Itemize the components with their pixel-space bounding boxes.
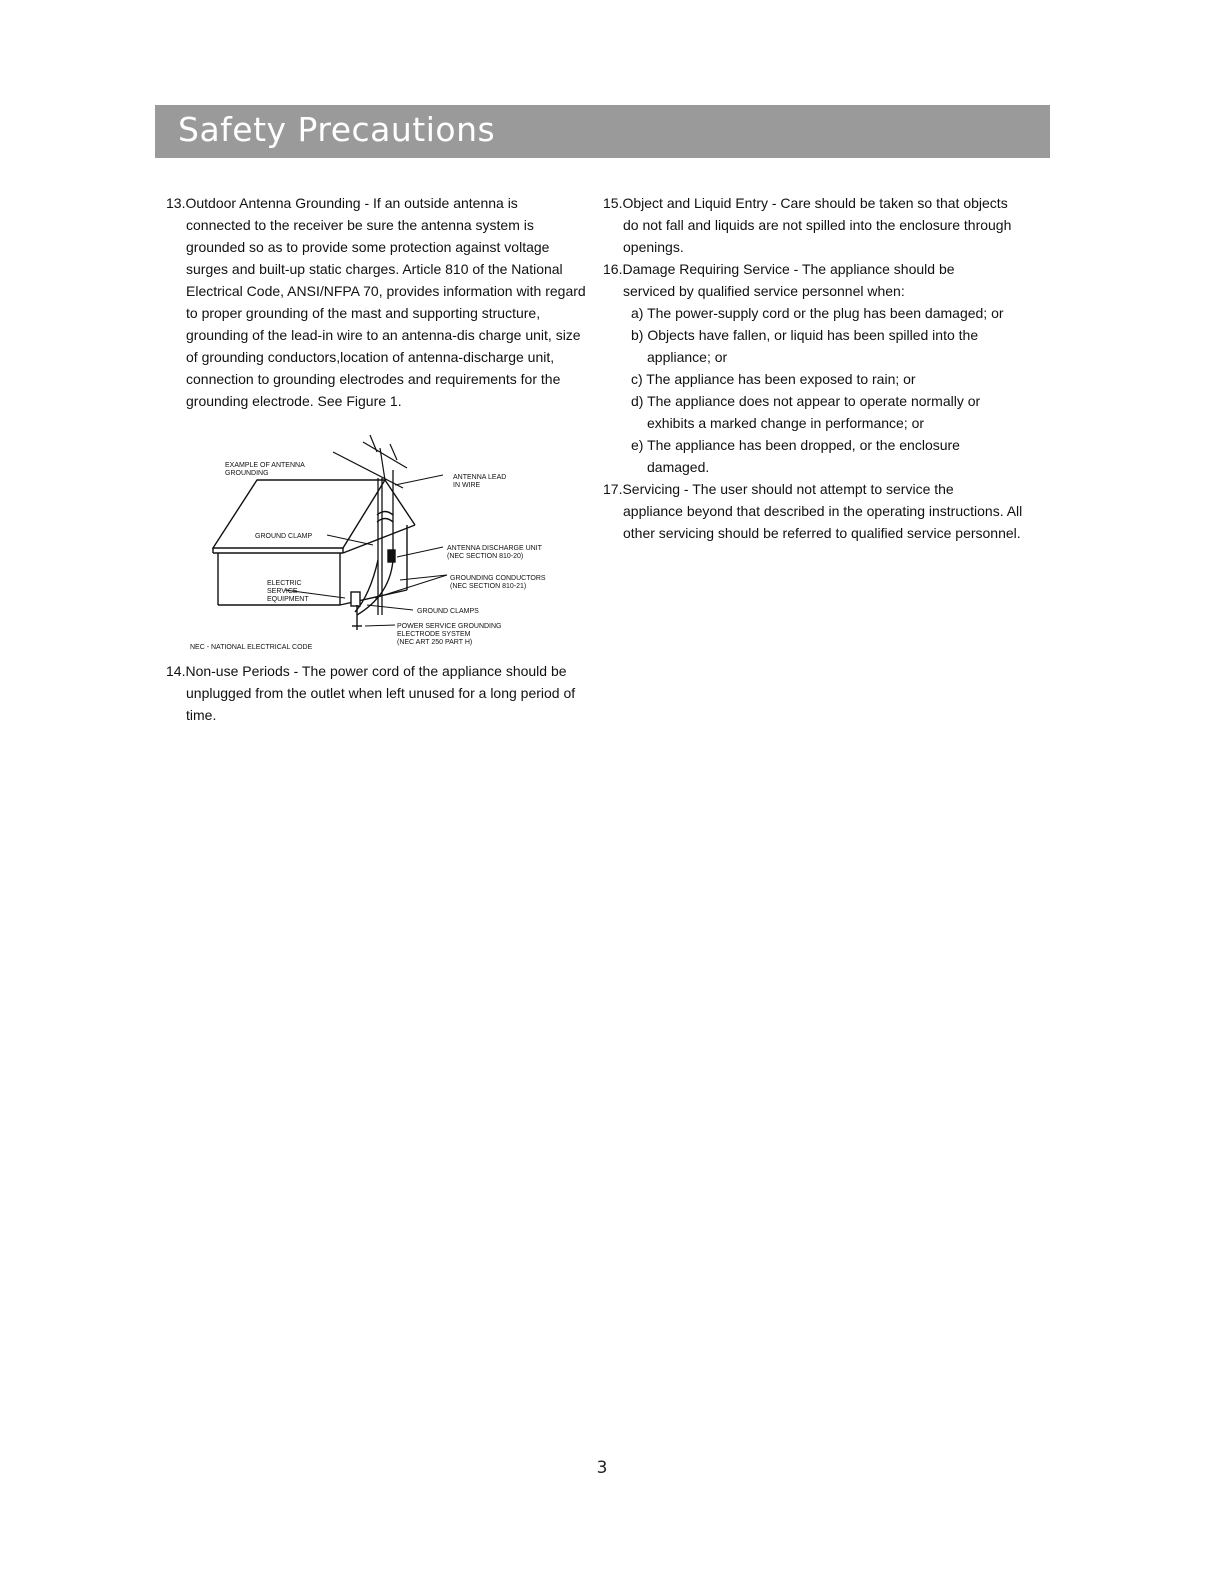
item-13-body: connected to the receiver be sure the antenna system is grounded so as to provide some protection against voltage surges and built-up static charges. Article 810 of the National Electrical Code, ANSI/NFPA 70, provides information with regard to proper grounding of the mast and supporting structure, grounding of the lead-in wire to an antenna-dis charge unit, size of grounding conductors,location of antenna-discharge unit, connection to grounding electrodes and requirements for the grounding electrode. See Figure 1. [186, 217, 586, 409]
list-item [603, 434, 1023, 478]
sub-item-d: d) The appliance does not appear to operate normally or [631, 393, 981, 409]
item-17-body: appliance beyond that described in the operating instructions. All other servicing should be referred to qualified service personnel. [623, 503, 1023, 541]
figure-label-conductors-2: (NEC SECTION 810-21) [450, 583, 527, 590]
left-column-lower [166, 660, 586, 726]
item-outdoor-antenna-grounding [166, 192, 586, 412]
item-14-body: unplugged from the outlet when left unused for a long period of time. [186, 685, 576, 723]
sub-item-a: a) The power-supply cord or the plug has been damaged; or [631, 305, 1004, 321]
figure-label-lead-2: IN WIRE [453, 482, 481, 489]
figure-label-power-1: POWER SERVICE GROUNDING [397, 623, 502, 630]
label-leaders [285, 475, 447, 626]
sub-item-c: c) The appliance has been exposed to rain; or [631, 371, 916, 387]
figure-label-discharge-2: (NEC SECTION 810-20) [447, 553, 524, 560]
list-item [603, 390, 1023, 434]
right-column [603, 192, 1023, 544]
figure-label-power-2: ELECTRODE SYSTEM [397, 631, 471, 638]
list-item [603, 368, 1023, 390]
figure-label-power-3: (NEC ART 250 PART H) [397, 639, 473, 646]
item-damage-requiring-service [603, 258, 1023, 478]
item-13-heading-line: 13.Outdoor Antenna Grounding - If an outside antenna is [166, 195, 518, 211]
list-item [603, 302, 1023, 324]
left-column [166, 192, 586, 412]
item-servicing [603, 478, 1023, 544]
page-title: Safety Precautions [178, 110, 496, 149]
item-15-body: do not fall and liquids are not spilled into the enclosure through openings. [623, 217, 1012, 255]
sub-item-e: e) The appliance has been dropped, or the enclosure [631, 437, 960, 453]
item-16-heading-line: 16.Damage Requiring Service - The appliance should be [603, 261, 955, 277]
figure-label-example-2: GROUNDING [225, 470, 269, 477]
sub-item-b-cont: appliance; or [647, 349, 728, 365]
item-17-heading-line: 17.Servicing - The user should not attempt to service the [603, 481, 954, 497]
sub-item-d-cont: exhibits a marked change in performance; or [647, 415, 925, 431]
figure-label-nec: NEC - NATIONAL ELECTRICAL CODE [190, 644, 313, 651]
item-non-use-periods [166, 660, 586, 726]
figure-label-ground-clamp: GROUND CLAMP [255, 533, 313, 540]
figure-label-ground-clamps: GROUND CLAMPS [417, 608, 479, 615]
item-object-liquid-entry [603, 192, 1023, 258]
figure-label-electric-3: EQUIPMENT [267, 596, 309, 603]
figure-label-lead-1: ANTENNA LEAD [453, 474, 507, 481]
item-14-heading-line: 14.Non-use Periods - The power cord of the appliance should be [166, 663, 567, 679]
antenna-grounding-figure [185, 430, 575, 655]
figure-label-discharge-1: ANTENNA DISCHARGE UNIT [447, 545, 542, 552]
grounding-conductors [351, 550, 395, 630]
figure-label-electric-2: SERVICE [267, 588, 298, 595]
figure-label-conductors-1: GROUNDING CONDUCTORS [450, 575, 546, 582]
sub-item-b: b) Objects have fallen, or liquid has been spilled into the [631, 327, 979, 343]
figure-label-electric-1: ELECTRIC [267, 580, 302, 587]
section-header-bar [155, 105, 1050, 158]
item-15-heading-line: 15.Object and Liquid Entry - Care should be taken so that objects [603, 195, 1008, 211]
list-item [603, 324, 1023, 368]
figure-label-example-1: EXAMPLE OF ANTENNA [225, 462, 305, 469]
item-16-body: serviced by qualified service personnel when: [623, 283, 905, 299]
page-number: 3 [596, 1458, 608, 1478]
sub-item-e-cont: damaged. [647, 459, 710, 475]
